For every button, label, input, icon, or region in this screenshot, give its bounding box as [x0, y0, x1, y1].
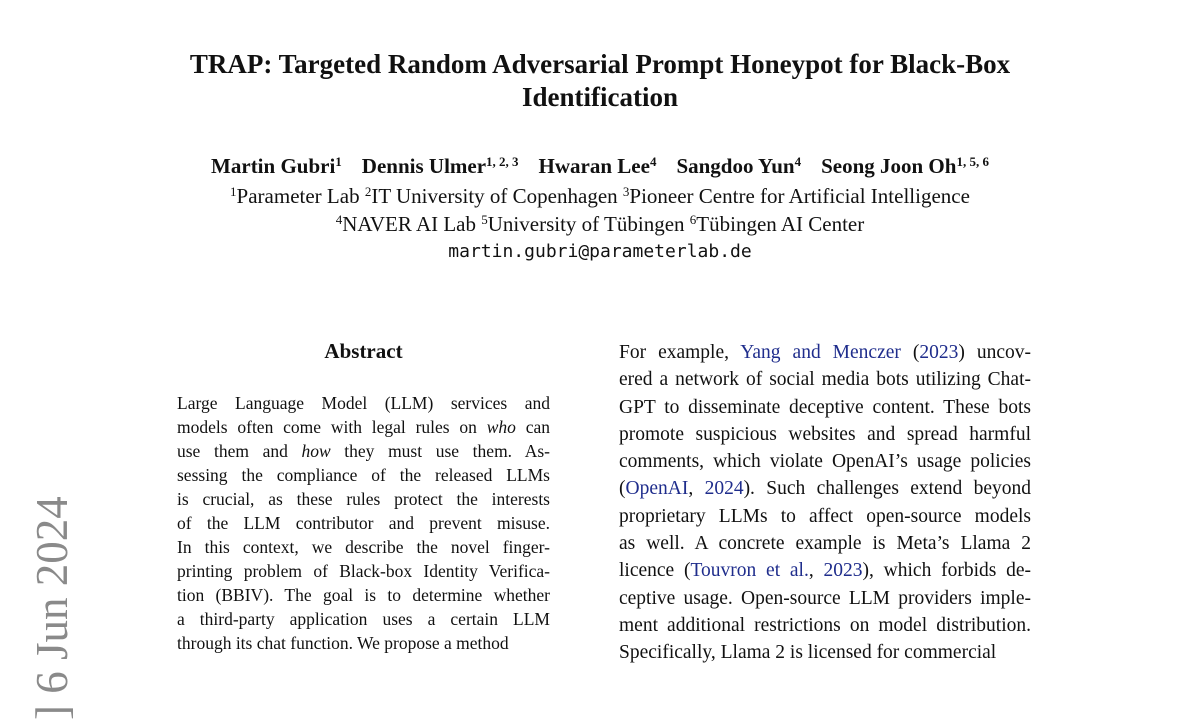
author-name: Sangdoo Yun$^4$ — [676, 154, 802, 178]
author-affiliation-marker: 1 — [335, 154, 342, 169]
text-line: ment additional restrictions on model distribution. — [619, 614, 1031, 636]
author-affiliation-marker: 1, 5, 6 — [956, 154, 989, 169]
citation-link[interactable]: 2023 — [823, 560, 863, 582]
affiliation-line — [100, 210, 1100, 238]
abstract-heading: Abstract — [324, 339, 403, 363]
text-line: Specifically, Llama 2 is licensed for commercial — [619, 642, 997, 664]
author-name: Hwaran Lee$^4$ — [538, 154, 657, 178]
paper-title — [150, 48, 1050, 114]
text-line: tion (BBIV). The goal is to determine whether — [177, 585, 550, 605]
text-line: is crucial, as these rules protect the interests — [177, 489, 550, 509]
citation-link[interactable]: 2023 — [919, 342, 959, 363]
affiliation: $^6$Tübingen AI Center — [689, 212, 865, 236]
text-line: promote suspicious websites and spread harmful — [619, 423, 1031, 445]
author-name: Seong Joon Oh$^{1, 5, 6}$ — [821, 154, 989, 178]
text-line: as well. A concrete example is Meta’s Llama 2 — [619, 533, 1031, 555]
arxiv-stamp: ] 6 Jun 2024 — [27, 496, 77, 720]
affiliation-list — [100, 182, 1100, 238]
text-line: through its chat function. We propose a method — [177, 633, 509, 653]
author-list — [100, 152, 1100, 180]
author-affiliation-marker: 4 — [649, 154, 657, 169]
text-line: models often come with legal rules on who can — [177, 417, 550, 437]
text-line: licence (Touvron et al., 2023), which forbids de- — [619, 560, 1032, 582]
affiliation-line — [100, 182, 1100, 210]
author-email[interactable]: martin.gubri@parameterlab.de — [448, 241, 752, 262]
affiliation: $^5$University of Tübingen — [481, 212, 685, 236]
text-line: a third-party application uses a certain LLM — [177, 609, 550, 629]
paper-title-line: TRAP: Targeted Random Adversarial Prompt Honeypot for Black-Box — [189, 49, 1011, 79]
affiliation: $^4$NAVER AI Lab — [335, 212, 477, 236]
text-line: sessing the compliance of the released LLMs — [177, 465, 550, 485]
affiliation: $^2$IT University of Copenhagen — [364, 184, 618, 208]
affiliation: $^1$Parameter Lab — [230, 184, 360, 208]
text-line: ceptive usage. Open-source LLM providers imple- — [619, 587, 1031, 609]
paper-title-line: Identification — [521, 82, 678, 112]
citation-link[interactable]: OpenAI — [625, 478, 689, 500]
author-affiliation-marker: 1, 2, 3 — [486, 154, 519, 169]
citation-link[interactable]: Touvron et al. — [690, 560, 809, 582]
citation-link[interactable]: Yang and Menczer — [740, 342, 901, 363]
author-name: Dennis Ulmer$^{1, 2, 3}$ — [361, 154, 519, 178]
affiliation: $^3$Pioneer Centre for Artificial Intelligence — [622, 184, 970, 208]
text-line: GPT to disseminate deceptive content. These bots — [619, 396, 1031, 418]
abstract-body — [177, 391, 550, 655]
text-line: For example, Yang and Menczer (2023) uncov- — [619, 342, 1031, 363]
text-line: printing problem of Black-box Identity Verifica- — [177, 561, 550, 581]
citation-link[interactable]: 2024 — [704, 478, 744, 500]
introduction-text — [619, 339, 1031, 667]
text-line: Large Language Model (LLM) services and — [177, 393, 550, 413]
text-line: use them and how they must use them. As- — [177, 441, 550, 461]
text-line: In this context, we describe the novel finger- — [177, 537, 550, 557]
text-line: (OpenAI, 2024). Such challenges extend beyond — [619, 478, 1032, 500]
text-line: proprietary LLMs to affect open-source models — [619, 505, 1031, 527]
author-name: Martin Gubri$^1$ — [211, 154, 342, 178]
author-affiliation-marker: 4 — [794, 154, 802, 169]
text-line: comments, which violate OpenAI’s usage policies — [619, 451, 1031, 473]
text-line: of the LLM contributor and prevent misuse. — [177, 513, 550, 533]
text-line: ered a network of social media bots utilizing Chat- — [619, 369, 1031, 391]
